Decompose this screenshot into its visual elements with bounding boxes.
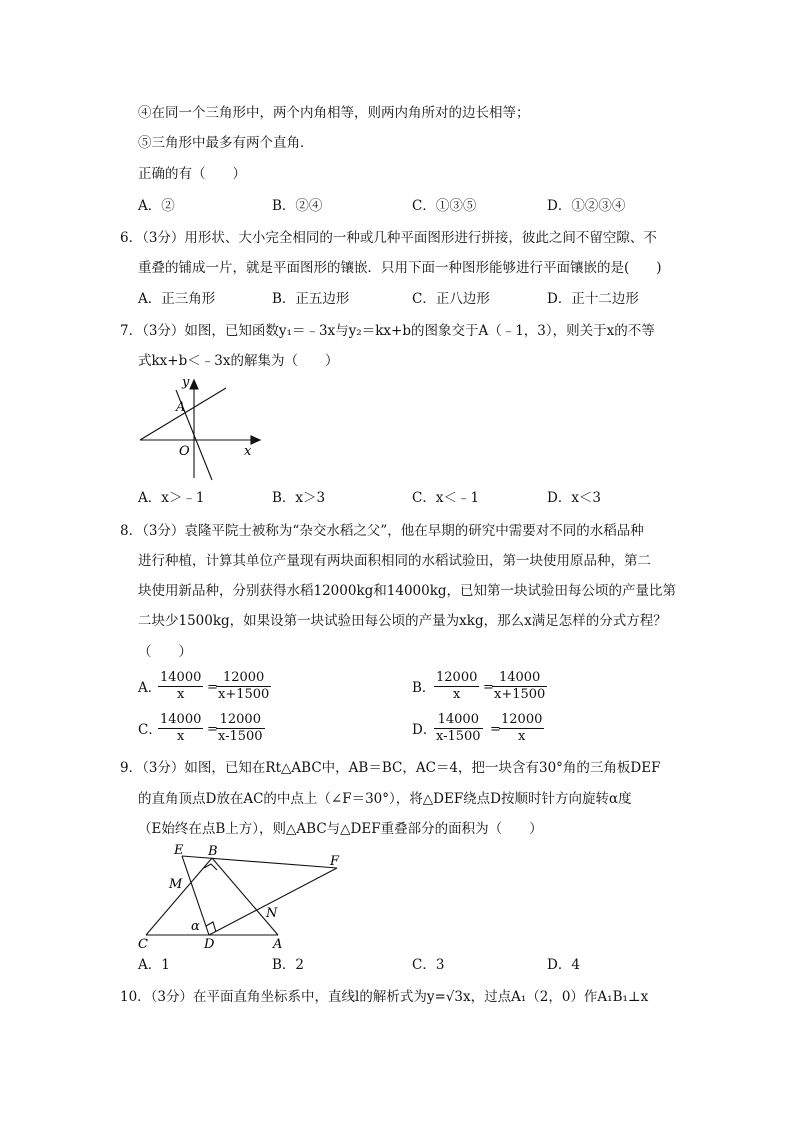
equals-sign: = <box>490 722 501 737</box>
q9-label-alpha: α <box>191 919 200 934</box>
q5-option-b: B．②④ <box>272 198 323 214</box>
q6-option-c: C．正八边形 <box>412 291 490 307</box>
q8-option-c-right-fraction <box>216 712 265 745</box>
q5-option-c: C．①③⑤ <box>412 198 477 214</box>
q6-option-a: A．正三角形 <box>138 291 216 307</box>
q7-stem-line-2: 式kx+b＜﹣3x的解集为（ ） <box>138 353 339 369</box>
q8-option-c-left-fraction <box>158 712 203 745</box>
denominator: x <box>158 728 203 745</box>
numerator: 12000 <box>219 712 261 727</box>
q9-stem-line-2: 的直角顶点D放在AC的中点上（∠F＝30°），将△DEF绕点D按顺时针方向旋转α度 <box>138 791 632 807</box>
q8-stem-line-5: （ ） <box>138 644 192 660</box>
q8-option-c-letter: C． <box>138 722 162 738</box>
q7-x-arrow <box>251 436 260 444</box>
numerator: 14000 <box>437 712 479 727</box>
numerator: 14000 <box>160 670 202 685</box>
q6-stem-line-1: 6．（3分）用形状、大小完全相同的一种或几种平面图形进行拼接，彼此之间不留空隙、不 <box>120 230 657 246</box>
q5-option-d: D．①②③④ <box>547 198 626 214</box>
q9-option-b: B．2 <box>272 957 305 973</box>
q9-label-d: D <box>204 937 215 952</box>
q7-y-arrow <box>190 380 198 389</box>
q7-label-a: A <box>176 400 186 415</box>
denominator: x+1500 <box>494 687 546 702</box>
q8-option-d-left-fraction <box>434 712 483 745</box>
q8-stem-line-3: 块使用新品种，分别获得水稻12000kg和14000kg，已知第一块试验田每公顷的产量比第 <box>138 583 677 599</box>
denominator: x <box>499 728 544 745</box>
denominator: x <box>434 686 479 703</box>
equals-sign: = <box>483 680 494 695</box>
q8-option-b-right-fraction <box>492 670 547 703</box>
q9-label-c: C <box>138 937 148 952</box>
q9-label-f: F <box>330 854 340 869</box>
denominator: x+1500 <box>218 687 270 702</box>
q9-figure <box>136 840 351 952</box>
q5-statement-5: ⑤三角形中最多有两个直角． <box>138 135 314 151</box>
q6-option-b: B．正五边形 <box>272 291 350 307</box>
q8-stem-line-2: 进行种植，计算其单位产量现有两块面积相同的水稻试验田，第一块使用原品种，第二 <box>138 553 651 569</box>
q10-stem-line-1: 10．（3分）在平面直角坐标系中，直线l的解析式为y=√3x，过点A₁（2，0）作A₁B₁⊥x <box>120 989 649 1005</box>
q8-option-a-letter: A． <box>138 680 162 696</box>
q8-stem-line-4: 二块少1500kg，如果设第一块试验田每公顷的产量为xkg，那么x满足怎样的分式方程？ <box>138 613 667 629</box>
q7-option-d: D．x＜3 <box>547 490 602 506</box>
q7-label-o: O <box>179 444 190 459</box>
denominator: x-1500 <box>218 729 263 744</box>
denominator: x-1500 <box>436 729 481 744</box>
q7-figure <box>136 374 266 484</box>
q8-option-b-letter: B． <box>412 680 436 696</box>
q7-option-a: A．x＞﹣1 <box>138 490 205 506</box>
numerator: 12000 <box>222 670 265 685</box>
q9-label-a: A <box>273 937 283 952</box>
q9-stem-line-1: 9．（3分）如图，已知在Rt△ABC中，AB＝BC，AC＝4，把一块含有30°角的三角板DEF <box>120 760 661 776</box>
q7-option-c: C．x＜﹣1 <box>412 490 480 506</box>
q5-option-a: A．② <box>138 198 175 214</box>
q7-option-b: B．x＞3 <box>272 490 326 506</box>
q8-option-d-right-fraction <box>499 712 544 745</box>
q7-stem-line-1: 7．（3分）如图，已知函数y₁＝﹣3x与y₂＝kx+b的图象交于A（﹣1，3），则关于x的不等 <box>120 323 655 339</box>
q8-option-a-right-fraction <box>216 670 271 703</box>
q9-label-n: N <box>266 906 278 921</box>
numerator: 14000 <box>160 712 202 727</box>
q9-option-d: D．4 <box>547 957 580 973</box>
denominator: x <box>158 686 203 703</box>
equals-sign: = <box>207 680 218 695</box>
q6-option-d: D．正十二边形 <box>547 291 639 307</box>
q7-label-x: x <box>244 444 252 459</box>
q6-stem-line-2: 重叠的铺成一片，就是平面图形的镶嵌．只用下面一种图形能够进行平面镶嵌的是( ) <box>138 260 662 276</box>
q5-statement-4: ④在同一个三角形中，两个内角相等，则两内角所对的边长相等； <box>138 105 530 121</box>
q7-label-y: y <box>182 375 190 390</box>
q9-label-b: B <box>208 844 218 859</box>
q8-option-b-left-fraction <box>434 670 479 703</box>
q9-side-cb <box>146 858 212 935</box>
q9-side-ba <box>212 858 278 935</box>
q9-stem-line-3: （E始终在点B上方），则△ABC与△DEF重叠部分的面积为（ ） <box>138 821 543 837</box>
q9-label-m: M <box>169 877 183 892</box>
q8-stem-line-1: 8．（3分）袁隆平院士被称为“杂交水稻之父”，他在早期的研究中需要对不同的水稻品种 <box>120 523 644 539</box>
numerator: 12000 <box>436 670 478 685</box>
q8-option-a-left-fraction <box>158 670 203 703</box>
q8-option-d-letter: D． <box>412 722 437 738</box>
numerator: 14000 <box>498 670 541 685</box>
equals-sign: = <box>207 722 218 737</box>
q9-side-df <box>209 868 337 935</box>
numerator: 12000 <box>501 712 543 727</box>
q9-option-a: A．1 <box>138 957 170 973</box>
q5-prompt: 正确的有（ ） <box>138 166 246 182</box>
q9-label-e: E <box>174 843 184 858</box>
q9-option-c: C．3 <box>412 957 445 973</box>
